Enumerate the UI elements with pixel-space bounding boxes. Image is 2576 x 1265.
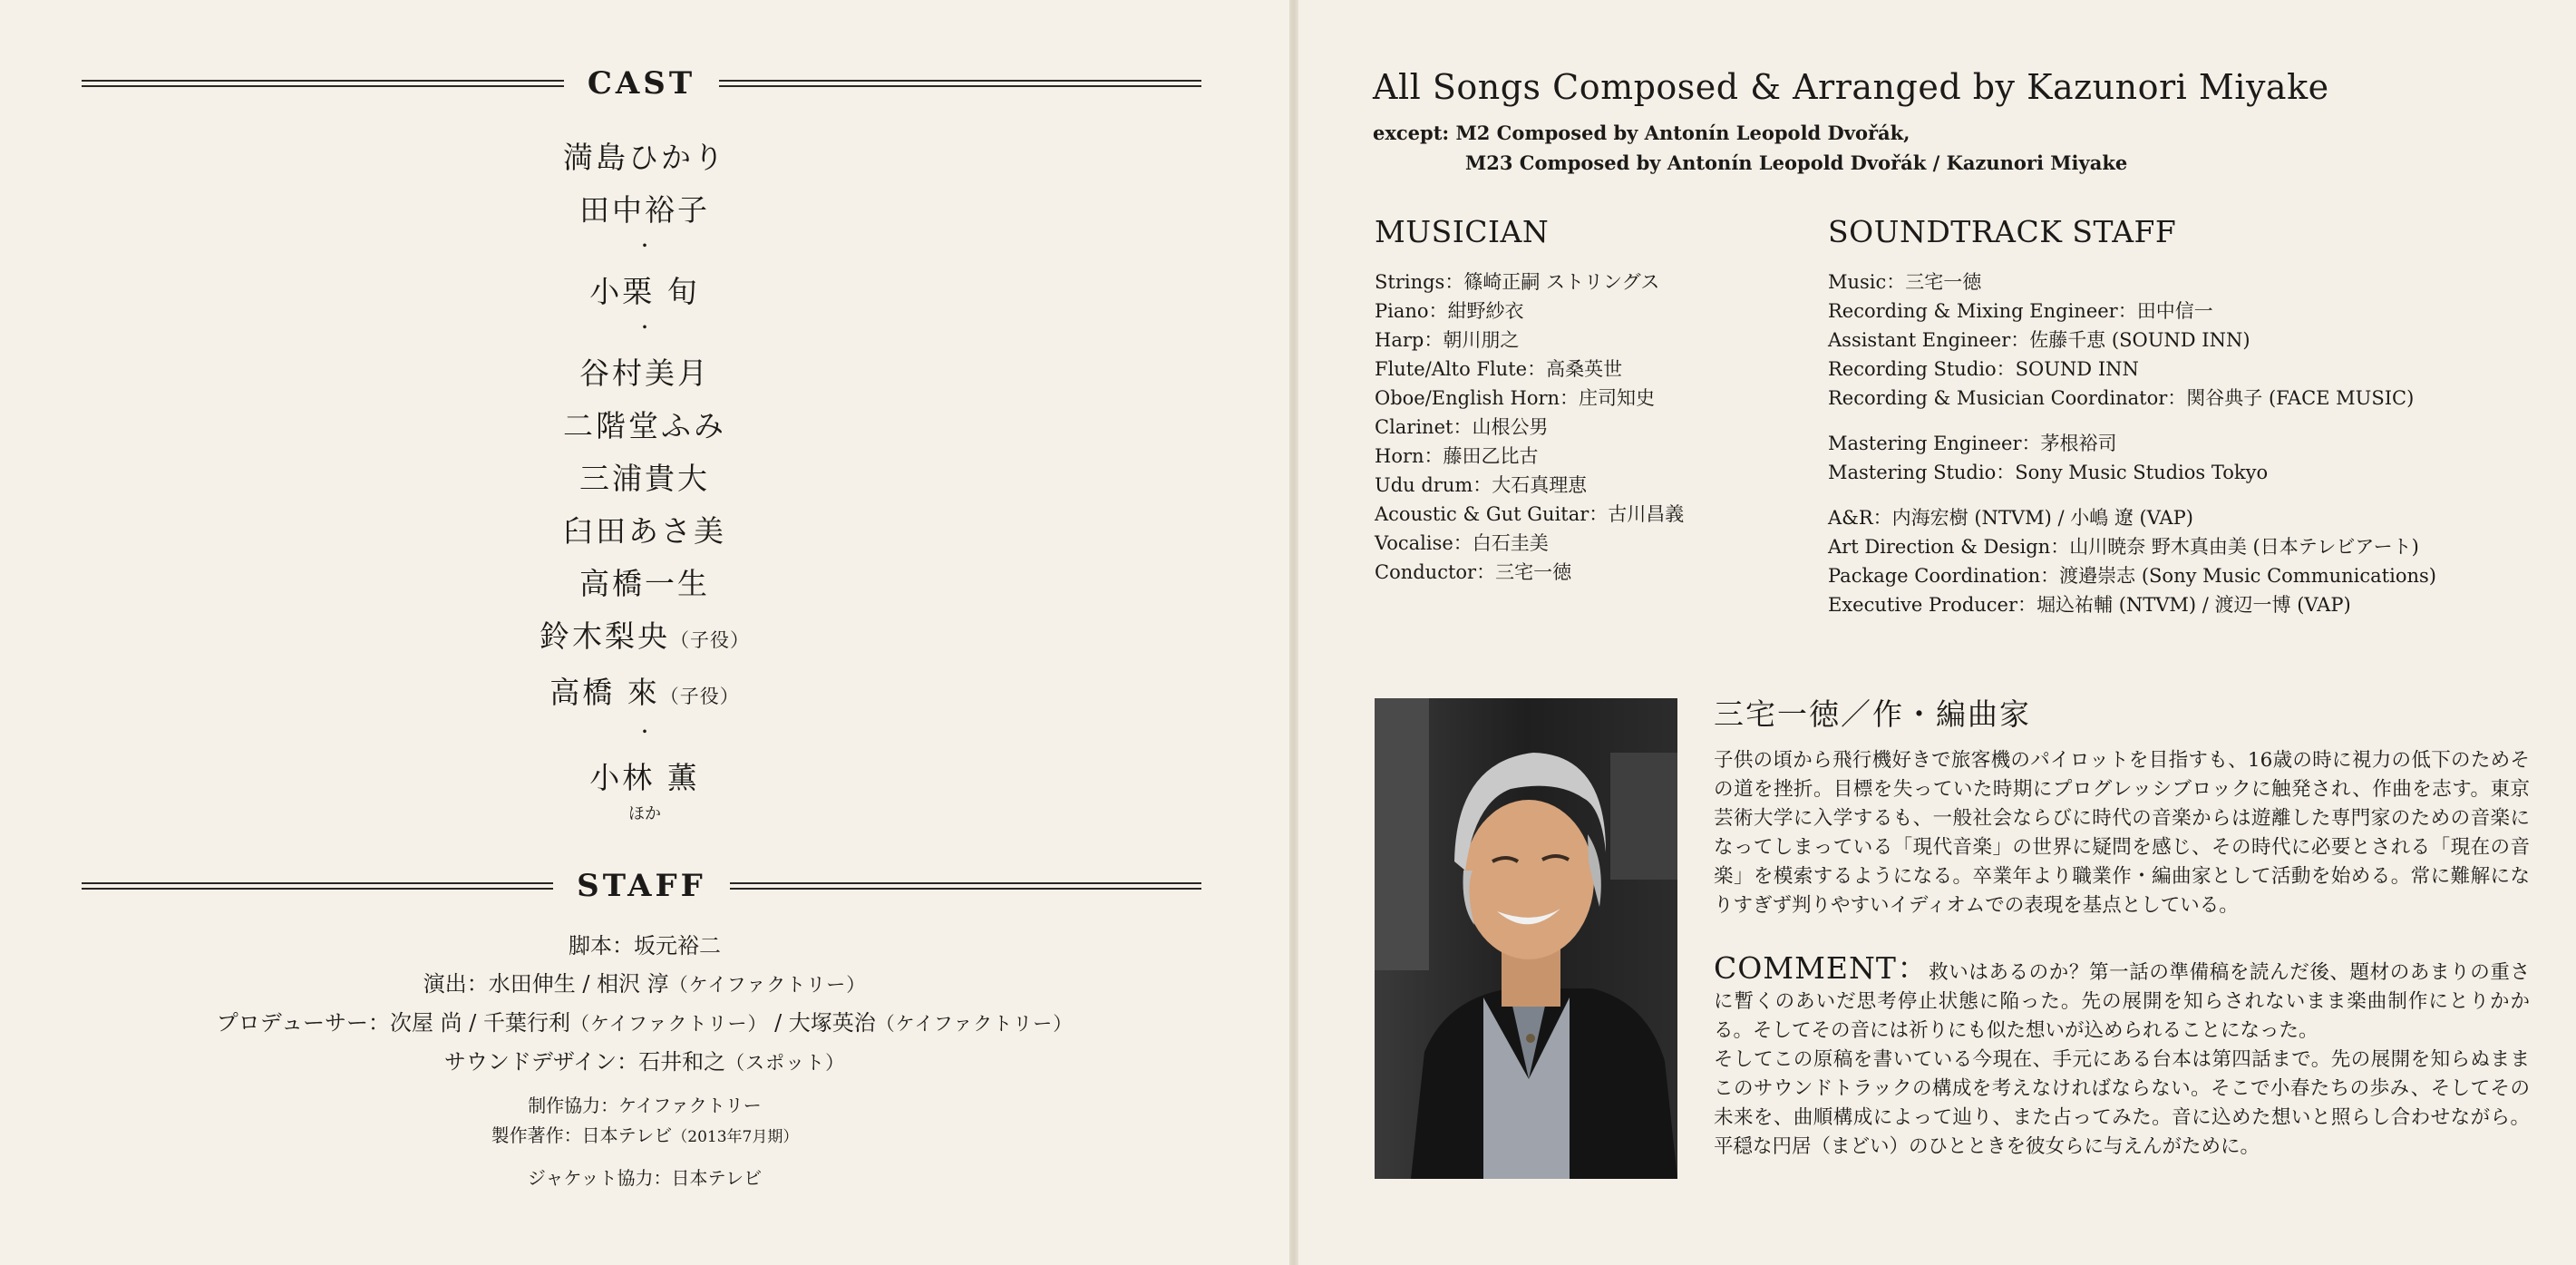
cast-name: 高橋 來（子役） bbox=[549, 675, 740, 710]
credit-line: Recording & Mixing Engineer：田中信一 bbox=[1828, 300, 2213, 322]
separator-dot: ・ bbox=[636, 721, 654, 743]
cast-name: 小栗 旬 bbox=[589, 274, 700, 309]
comment-text-2: そしてこの原稿を書いている今現在、手元にある台本は第四話まで。先の展開を知らぬままこのサウンドトラックの構成を考えなければならない。そこで小春たちの歩み、そしてその未来を、曲順構成によって辿り、また占ってみた。音に込めた想いと照らし合わせながら。平穏な円居（まどい）のひとときを彼女らに与えんがために。 bbox=[1714, 1048, 2530, 1158]
staff-title: STAFF bbox=[577, 868, 706, 904]
cast-name: 鈴木梨央（子役） bbox=[540, 618, 750, 654]
credit-line: Vocalise：白石圭美 bbox=[1375, 532, 1549, 554]
bio-text: 子供の頃から飛行機好きで旅客機のパイロットを目指すも、16歳の時に視力の低下のためその道を挫折。目標を失っていた時期にプログレッシブロックに触発され、作曲を志す。東京芸術大学に入学するも、一般社会ならびに時代の音楽からは遊離した専門家のための音楽になってしまっている「現代音楽」の世界に疑問を感じ、その時代に必要とされる「現在の音楽」を模索するようになる。卒業年より職業作・編曲家として活動を始める。常に難解になりすぎず判りやすいイディオムでの表現を基点としている。 bbox=[1714, 749, 2530, 917]
credit-line: Conductor：三宅一徳 bbox=[1375, 561, 1572, 583]
soundtrack-heading: SOUNDTRACK STAFF bbox=[1828, 214, 2177, 249]
credit-line: Mastering Engineer：茅根裕司 bbox=[1828, 433, 2117, 454]
credit-line: A&R：内海宏樹 (NTVM) / 小嶋 遼 (VAP) bbox=[1828, 507, 2193, 529]
credit-line: Oboe/English Horn：庄司知史 bbox=[1375, 387, 1656, 409]
staff-cooperation: 制作協力：ケイファクトリー bbox=[528, 1095, 762, 1116]
comment-label: COMMENT： bbox=[1714, 950, 1930, 986]
composer-title: All Songs Composed & Arranged by Kazunori Miyake bbox=[1373, 67, 2329, 107]
cast-name: 高橋一生 bbox=[579, 566, 710, 601]
cast-title: CAST bbox=[587, 65, 696, 102]
credit-line: Art Direction & Design：山川暁奈 野木真由美 (日本テレビアート) bbox=[1828, 536, 2419, 558]
musician-list bbox=[1375, 268, 1684, 587]
except-note: except: M2 Composed by Antonín Leopold Dvořák, M23 Composed by Antonín Leopold Dvořák / Kazunori Miyake bbox=[1373, 122, 2128, 174]
cast-heading bbox=[82, 65, 1201, 102]
separator-dot: ・ bbox=[636, 316, 654, 338]
soundtrack-list bbox=[1828, 268, 2436, 619]
cast-list bbox=[0, 131, 1289, 824]
credit-line: Piano：紺野紗衣 bbox=[1375, 300, 1524, 322]
cast-name: 二階堂ふみ bbox=[563, 408, 726, 443]
credit-line: Recording Studio：SOUND INN bbox=[1828, 358, 2139, 380]
divider bbox=[719, 80, 1201, 87]
credit-line: Package Coordination：渡邉崇志 (Sony Music Communications) bbox=[1828, 565, 2436, 587]
credit-line: Acoustic & Gut Guitar：古川昌義 bbox=[1375, 503, 1685, 525]
staff-director: 演出：水田伸生 / 相沢 淳（ケイファクトリー） bbox=[423, 971, 867, 997]
staff-heading bbox=[82, 868, 1201, 904]
divider bbox=[82, 80, 564, 87]
comment-text: 救いはあるのか？第一話の準備稿を読んだ後、題材のあまりの重さに暫くのあいだ思考停止状態に陥った。先の展開を知らされないまま楽曲制作にとりかかる。そしてその音には祈りにも似た想いが込められることになった。 bbox=[1714, 961, 2530, 1042]
cast-name: 満島ひかり bbox=[563, 140, 726, 175]
cast-name: 田中裕子 bbox=[579, 192, 710, 228]
bio-title: 三宅一徳／作・編曲家 bbox=[1714, 696, 2031, 732]
credit-line: Clarinet：山根公男 bbox=[1375, 416, 1549, 438]
credit-line: Executive Producer：堀込祐輔 (NTVM) / 渡辺一博 (VAP) bbox=[1828, 594, 2351, 616]
separator-dot: ・ bbox=[636, 235, 654, 257]
credit-line: Recording & Musician Coordinator：関谷典子 (FACE MUSIC) bbox=[1828, 387, 2415, 409]
musician-heading: MUSICIAN bbox=[1375, 214, 1550, 249]
staff-producer: プロデューサー：次屋 尚 / 千葉行利（ケイファクトリー） / 大塚英治（ケイファクトリー） bbox=[216, 1010, 1074, 1036]
cast-others: ほか bbox=[628, 804, 661, 823]
booklet-fold bbox=[1289, 0, 1298, 1265]
staff-jacket: ジャケット協力：日本テレビ bbox=[527, 1167, 763, 1189]
composer-photo bbox=[1375, 698, 1677, 1179]
credit-line: Flute/Alto Flute：高桑英世 bbox=[1375, 358, 1623, 380]
staff-sound-design: サウンドデザイン：石井和之（スポット） bbox=[443, 1049, 846, 1075]
credit-line: Strings：篠崎正嗣 ストリングス bbox=[1375, 271, 1660, 293]
credit-line: Harp：朝川朋之 bbox=[1375, 329, 1520, 351]
credit-line: Assistant Engineer：佐藤千恵 (SOUND INN) bbox=[1828, 329, 2250, 351]
cast-name: 臼田あさ美 bbox=[563, 513, 726, 549]
cast-name: 小林 薫 bbox=[589, 760, 700, 795]
credit-line: Mastering Studio：Sony Music Studios Tokyo bbox=[1828, 462, 2269, 483]
staff-copyright: 製作著作：日本テレビ（2013年7月期） bbox=[491, 1124, 799, 1146]
credit-line: Udu drum：大石真理恵 bbox=[1375, 474, 1588, 496]
cast-name: 三浦貴大 bbox=[579, 461, 710, 496]
divider bbox=[730, 882, 1201, 890]
credit-line: Horn：藤田乙比古 bbox=[1375, 445, 1539, 467]
divider bbox=[82, 882, 553, 890]
staff-writer: 脚本：坂元裕二 bbox=[569, 933, 721, 958]
right-page bbox=[1298, 0, 2576, 1265]
credit-line: Music：三宅一徳 bbox=[1828, 271, 1982, 293]
cast-name: 谷村美月 bbox=[579, 355, 710, 391]
comment-block bbox=[1714, 950, 2530, 1162]
staff-list bbox=[0, 927, 1289, 1193]
